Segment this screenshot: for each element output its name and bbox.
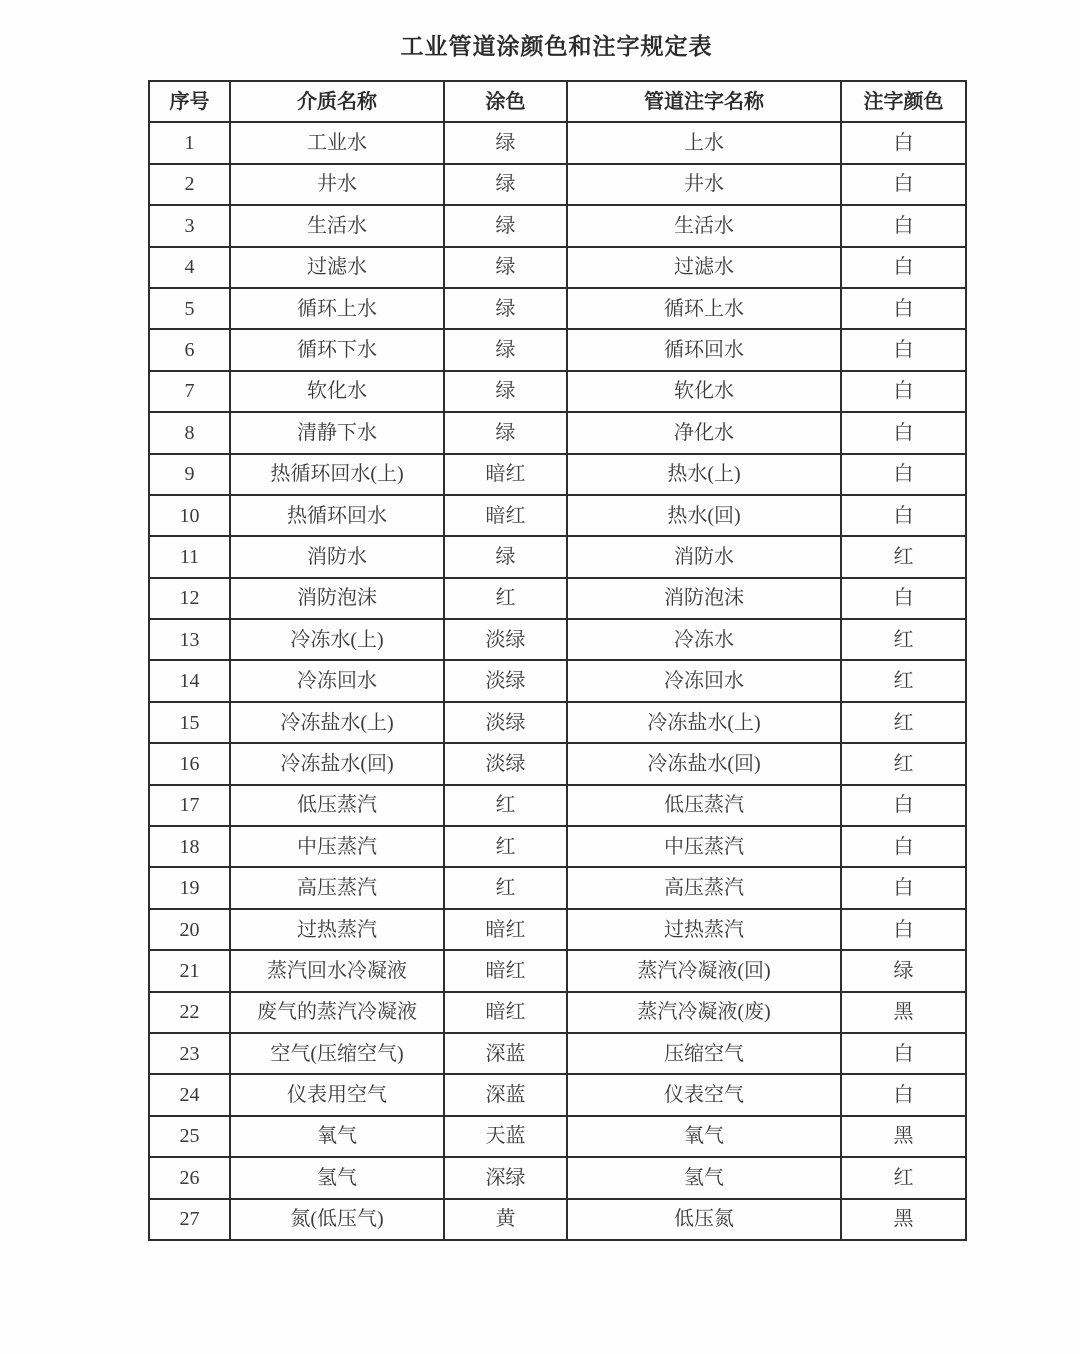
table-row: [149, 329, 966, 370]
table-row: [149, 1116, 966, 1157]
table-cell-pipe-label-name: 蒸汽冷凝液(回): [567, 950, 841, 991]
table-cell-medium-name: 冷冻盐水(上): [230, 702, 444, 743]
table-cell-index: 24: [149, 1074, 230, 1115]
table-cell-paint-color: 黄: [444, 1199, 567, 1240]
table-cell-index: 27: [149, 1199, 230, 1240]
table-cell-pipe-label-name: 低压蒸汽: [567, 785, 841, 826]
table-row: [149, 247, 966, 288]
table-row: [149, 1199, 966, 1240]
table-cell-label-color: 白: [841, 247, 966, 288]
table-cell-medium-name: 热循环回水(上): [230, 454, 444, 495]
table-cell-paint-color: 绿: [444, 247, 567, 288]
table-cell-paint-color: 绿: [444, 536, 567, 577]
table-cell-index: 2: [149, 164, 230, 205]
table-cell-medium-name: 清静下水: [230, 412, 444, 453]
table-cell-label-color: 白: [841, 909, 966, 950]
table-row: [149, 412, 966, 453]
table-cell-pipe-label-name: 热水(上): [567, 454, 841, 495]
table-cell-label-color: 红: [841, 536, 966, 577]
table-cell-medium-name: 冷冻盐水(回): [230, 743, 444, 784]
table-cell-pipe-label-name: 井水: [567, 164, 841, 205]
table-cell-paint-color: 绿: [444, 288, 567, 329]
table-cell-label-color: 白: [841, 288, 966, 329]
table-cell-paint-color: 红: [444, 867, 567, 908]
header-cell-pipe-label-name: 管道注字名称: [567, 81, 841, 122]
header-row: [149, 81, 966, 122]
table-cell-index: 3: [149, 205, 230, 246]
table-cell-pipe-label-name: 冷冻水: [567, 619, 841, 660]
table-cell-paint-color: 暗红: [444, 950, 567, 991]
table-row: [149, 909, 966, 950]
table-cell-index: 26: [149, 1157, 230, 1198]
table-cell-medium-name: 过热蒸汽: [230, 909, 444, 950]
table-row: [149, 743, 966, 784]
table-cell-label-color: 白: [841, 454, 966, 495]
table-cell-pipe-label-name: 上水: [567, 122, 841, 163]
table-cell-medium-name: 工业水: [230, 122, 444, 163]
table-cell-index: 20: [149, 909, 230, 950]
table-cell-medium-name: 过滤水: [230, 247, 444, 288]
table-cell-label-color: 红: [841, 743, 966, 784]
table-cell-index: 25: [149, 1116, 230, 1157]
table-cell-index: 22: [149, 992, 230, 1033]
table-cell-label-color: 白: [841, 1033, 966, 1074]
header-cell-label-color: 注字颜色: [841, 81, 966, 122]
table-cell-label-color: 白: [841, 371, 966, 412]
table-row: [149, 454, 966, 495]
table-row: [149, 164, 966, 205]
table-cell-medium-name: 消防泡沫: [230, 578, 444, 619]
table-cell-medium-name: 氮(低压气): [230, 1199, 444, 1240]
table-cell-paint-color: 淡绿: [444, 660, 567, 701]
table-cell-label-color: 白: [841, 412, 966, 453]
table-cell-paint-color: 深绿: [444, 1157, 567, 1198]
table-cell-medium-name: 空气(压缩空气): [230, 1033, 444, 1074]
table-cell-index: 12: [149, 578, 230, 619]
table-cell-paint-color: 淡绿: [444, 619, 567, 660]
table-row: [149, 660, 966, 701]
table-cell-pipe-label-name: 氧气: [567, 1116, 841, 1157]
table-cell-paint-color: 绿: [444, 412, 567, 453]
table-cell-pipe-label-name: 冷冻回水: [567, 660, 841, 701]
table-cell-label-color: 黑: [841, 1116, 966, 1157]
table-cell-index: 23: [149, 1033, 230, 1074]
table-row: [149, 578, 966, 619]
table-cell-index: 4: [149, 247, 230, 288]
table-cell-medium-name: 高压蒸汽: [230, 867, 444, 908]
table-cell-paint-color: 红: [444, 785, 567, 826]
table-cell-index: 17: [149, 785, 230, 826]
table-cell-medium-name: 冷冻回水: [230, 660, 444, 701]
table-cell-pipe-label-name: 中压蒸汽: [567, 826, 841, 867]
table-cell-medium-name: 循环上水: [230, 288, 444, 329]
table-cell-paint-color: 绿: [444, 205, 567, 246]
table-cell-label-color: 红: [841, 702, 966, 743]
table-cell-pipe-label-name: 高压蒸汽: [567, 867, 841, 908]
page-title: 工业管道涂颜色和注字规定表: [400, 34, 713, 59]
table-cell-label-color: 白: [841, 205, 966, 246]
table-cell-label-color: 白: [841, 495, 966, 536]
table-cell-paint-color: 绿: [444, 164, 567, 205]
table-cell-pipe-label-name: 低压氮: [567, 1199, 841, 1240]
table-cell-paint-color: 红: [444, 578, 567, 619]
header-cell-index: 序号: [149, 81, 230, 122]
table-row: [149, 950, 966, 991]
table-row: [149, 826, 966, 867]
table-cell-paint-color: 暗红: [444, 909, 567, 950]
table-cell-medium-name: 废气的蒸汽冷凝液: [230, 992, 444, 1033]
table-body: [149, 122, 966, 1240]
table-cell-paint-color: 绿: [444, 122, 567, 163]
table-cell-pipe-label-name: 过热蒸汽: [567, 909, 841, 950]
table-cell-index: 15: [149, 702, 230, 743]
table-cell-label-color: 红: [841, 619, 966, 660]
table-cell-label-color: 绿: [841, 950, 966, 991]
table-cell-label-color: 白: [841, 1074, 966, 1115]
table-cell-paint-color: 淡绿: [444, 702, 567, 743]
table-cell-medium-name: 冷冻水(上): [230, 619, 444, 660]
table-row: [149, 495, 966, 536]
table-cell-index: 18: [149, 826, 230, 867]
table-cell-index: 21: [149, 950, 230, 991]
table-cell-paint-color: 深蓝: [444, 1074, 567, 1115]
table-header: [149, 81, 966, 122]
table-cell-paint-color: 暗红: [444, 992, 567, 1033]
table-cell-label-color: 红: [841, 660, 966, 701]
table-cell-label-color: 黑: [841, 1199, 966, 1240]
table-cell-label-color: 红: [841, 1157, 966, 1198]
header-cell-paint-color: 涂色: [444, 81, 567, 122]
table-cell-index: 1: [149, 122, 230, 163]
table-row: [149, 867, 966, 908]
table-cell-paint-color: 暗红: [444, 495, 567, 536]
table-cell-pipe-label-name: 过滤水: [567, 247, 841, 288]
table-cell-index: 9: [149, 454, 230, 495]
table-cell-paint-color: 深蓝: [444, 1033, 567, 1074]
table-cell-medium-name: 仪表用空气: [230, 1074, 444, 1115]
table-cell-index: 11: [149, 536, 230, 577]
table-cell-label-color: 白: [841, 329, 966, 370]
table-cell-medium-name: 生活水: [230, 205, 444, 246]
table-cell-pipe-label-name: 循环回水: [567, 329, 841, 370]
table-cell-paint-color: 红: [444, 826, 567, 867]
table-cell-pipe-label-name: 生活水: [567, 205, 841, 246]
table-row: [149, 288, 966, 329]
table-cell-index: 10: [149, 495, 230, 536]
table-cell-pipe-label-name: 仪表空气: [567, 1074, 841, 1115]
table-cell-medium-name: 氢气: [230, 1157, 444, 1198]
table-cell-medium-name: 氧气: [230, 1116, 444, 1157]
table-cell-pipe-label-name: 氢气: [567, 1157, 841, 1198]
table-cell-label-color: 白: [841, 785, 966, 826]
table-row: [149, 122, 966, 163]
table-cell-paint-color: 天蓝: [444, 1116, 567, 1157]
table-cell-index: 13: [149, 619, 230, 660]
table-cell-medium-name: 热循环回水: [230, 495, 444, 536]
table-row: [149, 1033, 966, 1074]
table-cell-pipe-label-name: 消防水: [567, 536, 841, 577]
table-cell-pipe-label-name: 软化水: [567, 371, 841, 412]
table-row: [149, 371, 966, 412]
header-cell-medium-name: 介质名称: [230, 81, 444, 122]
table-cell-pipe-label-name: 冷冻盐水(上): [567, 702, 841, 743]
table-cell-paint-color: 淡绿: [444, 743, 567, 784]
table-cell-pipe-label-name: 循环上水: [567, 288, 841, 329]
table-cell-medium-name: 循环下水: [230, 329, 444, 370]
table-cell-pipe-label-name: 热水(回): [567, 495, 841, 536]
table-cell-index: 5: [149, 288, 230, 329]
pipe-color-spec-table: [148, 80, 967, 1241]
table-row: [149, 205, 966, 246]
table-cell-pipe-label-name: 消防泡沫: [567, 578, 841, 619]
table-cell-index: 6: [149, 329, 230, 370]
table-row: [149, 992, 966, 1033]
table-row: [149, 785, 966, 826]
table-row: [149, 702, 966, 743]
table-cell-index: 7: [149, 371, 230, 412]
table-cell-medium-name: 消防水: [230, 536, 444, 577]
table-cell-medium-name: 井水: [230, 164, 444, 205]
table-cell-label-color: 白: [841, 164, 966, 205]
table-row: [149, 536, 966, 577]
table-cell-paint-color: 绿: [444, 329, 567, 370]
table-cell-index: 16: [149, 743, 230, 784]
table-cell-index: 8: [149, 412, 230, 453]
table-cell-label-color: 黑: [841, 992, 966, 1033]
table-cell-medium-name: 蒸汽回水冷凝液: [230, 950, 444, 991]
table-cell-medium-name: 中压蒸汽: [230, 826, 444, 867]
table-cell-paint-color: 暗红: [444, 454, 567, 495]
table-cell-medium-name: 低压蒸汽: [230, 785, 444, 826]
table-cell-index: 19: [149, 867, 230, 908]
table-row: [149, 1157, 966, 1198]
table-cell-label-color: 白: [841, 867, 966, 908]
table-cell-pipe-label-name: 冷冻盐水(回): [567, 743, 841, 784]
table-cell-index: 14: [149, 660, 230, 701]
table-cell-label-color: 白: [841, 826, 966, 867]
table-cell-pipe-label-name: 压缩空气: [567, 1033, 841, 1074]
table-cell-medium-name: 软化水: [230, 371, 444, 412]
table-row: [149, 619, 966, 660]
table-cell-paint-color: 绿: [444, 371, 567, 412]
table-cell-label-color: 白: [841, 578, 966, 619]
table-cell-pipe-label-name: 蒸汽冷凝液(废): [567, 992, 841, 1033]
table-row: [149, 1074, 966, 1115]
table-cell-pipe-label-name: 净化水: [567, 412, 841, 453]
table-cell-label-color: 白: [841, 122, 966, 163]
